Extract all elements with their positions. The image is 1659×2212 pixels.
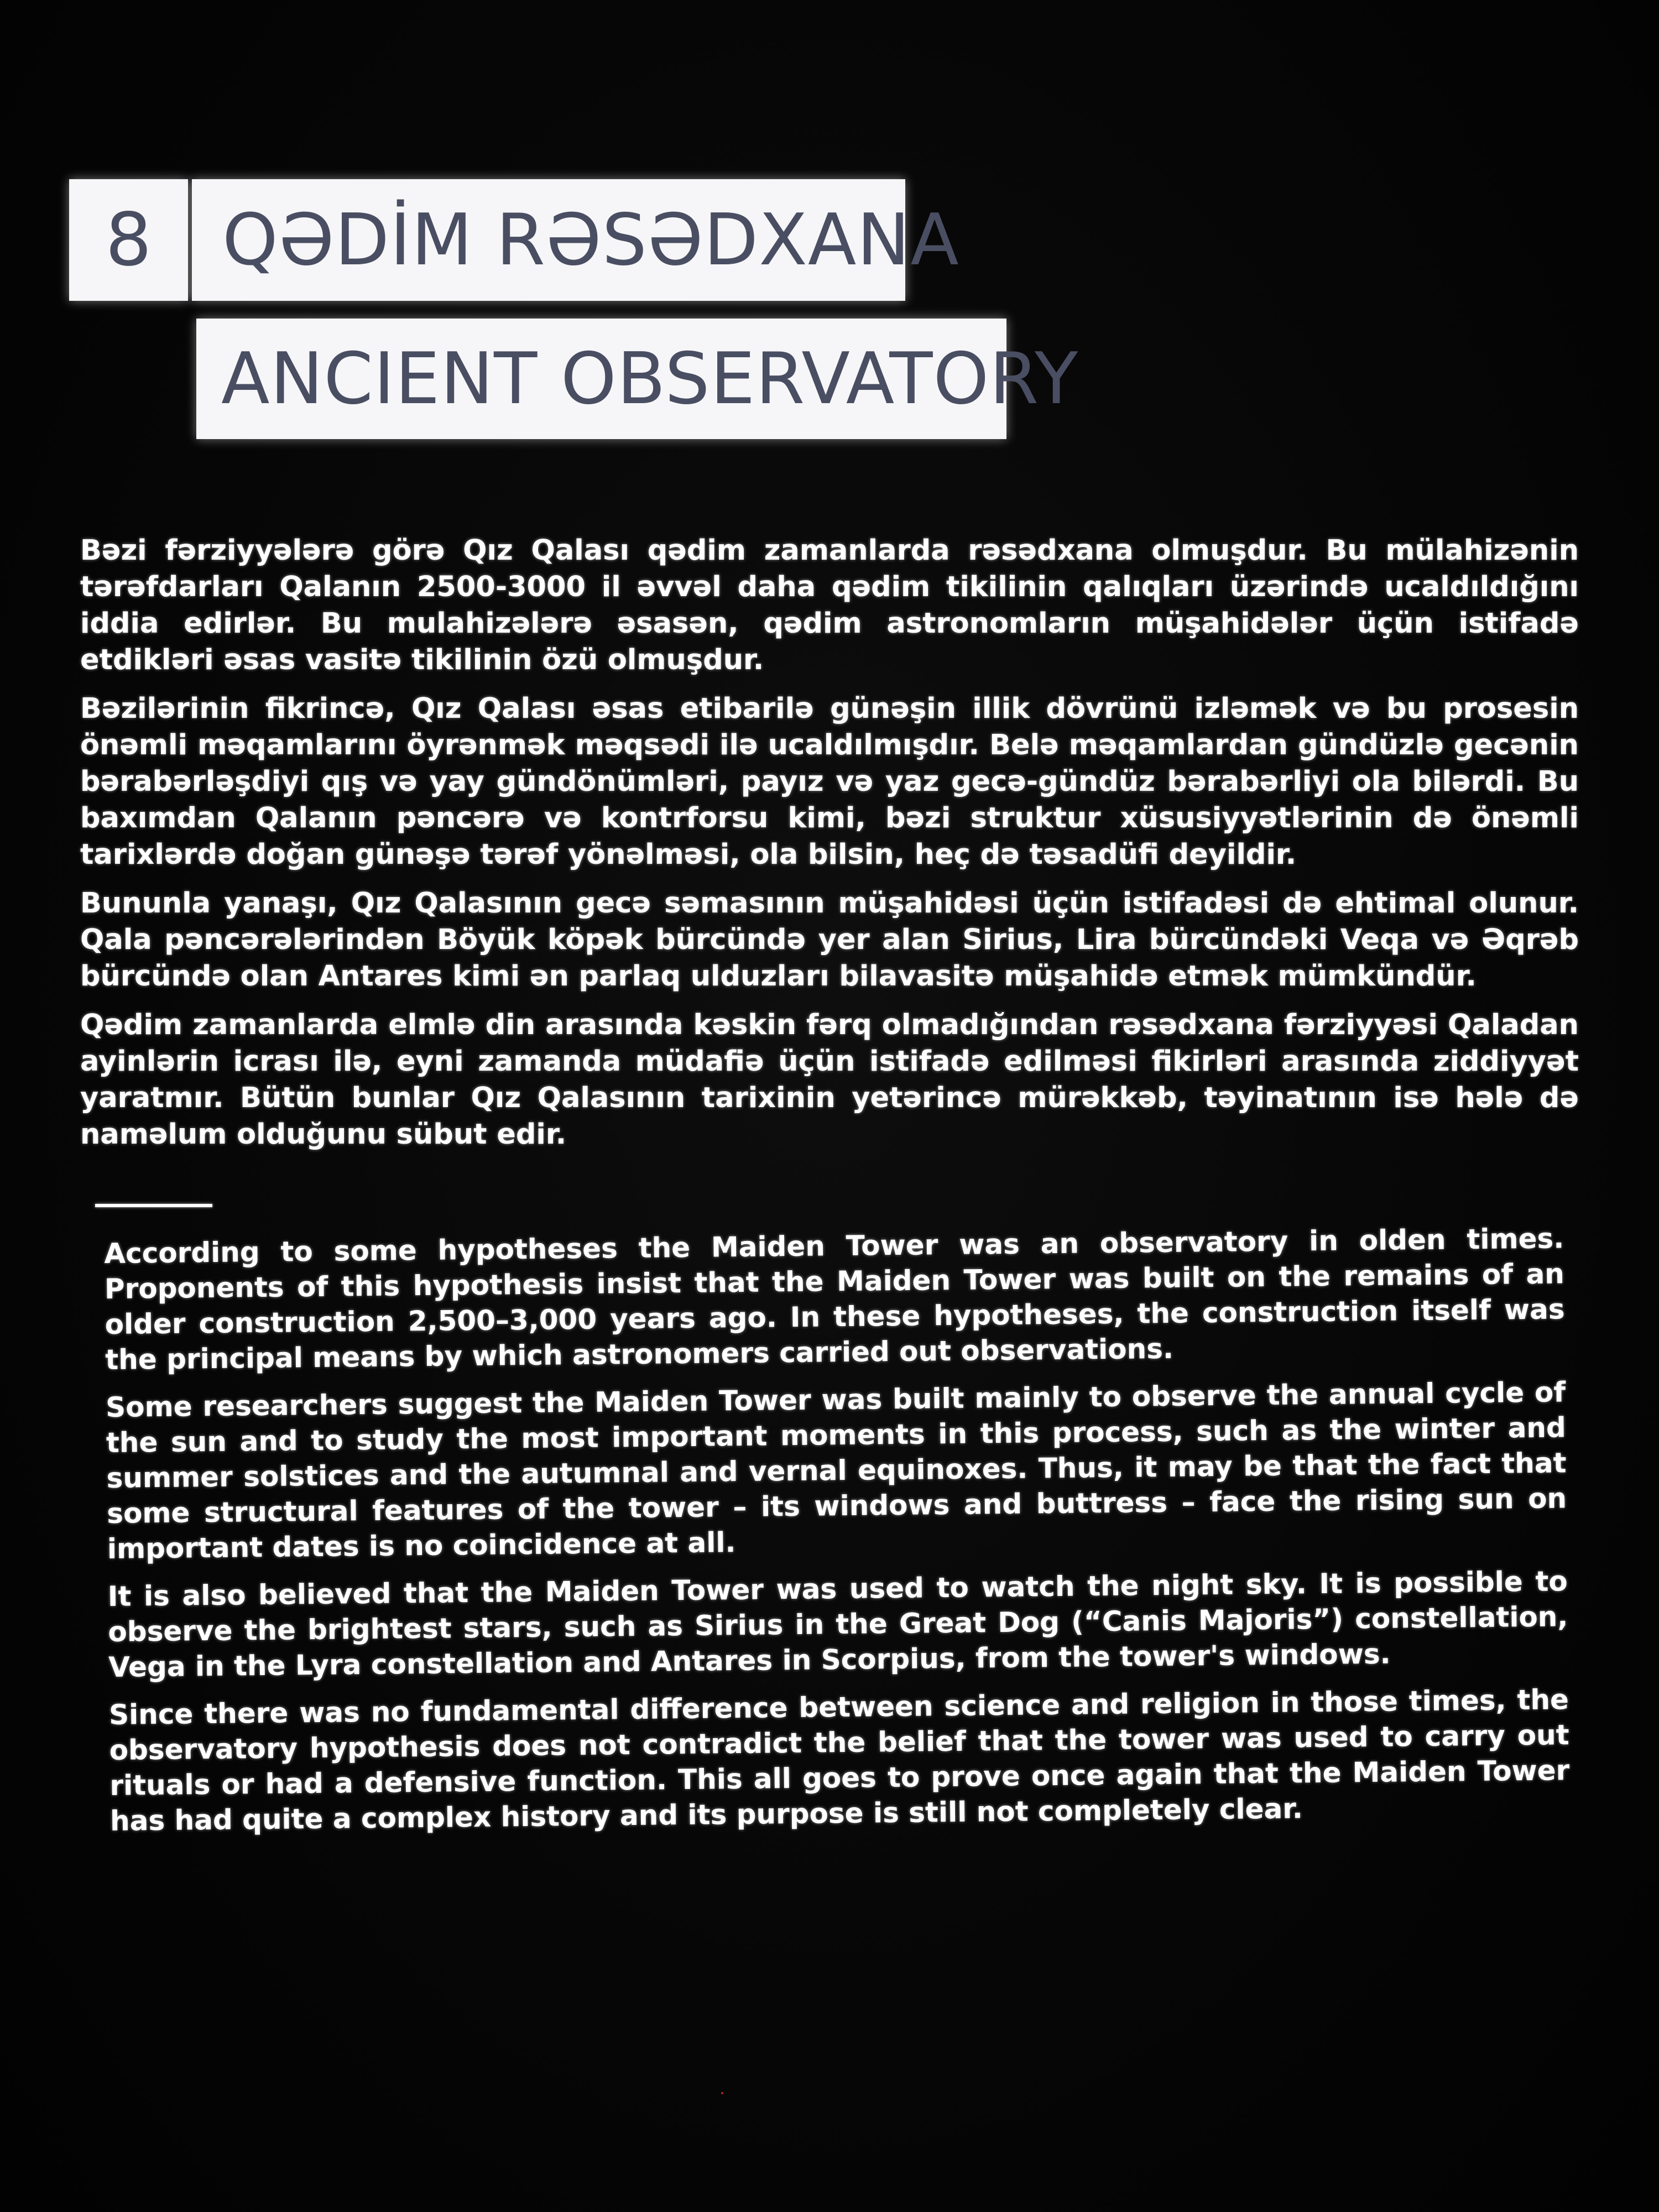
section-divider	[95, 1204, 212, 1207]
en-paragraph-2: Some researchers suggest the Maiden Tower was built mainly to observe the annual cycle of the sun and to study the most important moments in this process, such as the winter and summer solstices and the autumnal and vernal equinoxes. Thus, it may be that the fact that some structural features of the tower – its windows and buttress – face the rising sun on important dates is no coincidence at all.	[105, 1376, 1567, 1565]
english-text	[104, 1220, 1570, 1851]
az-paragraph-3: Bununla yanaşı, Qız Qalasının gecə səmasının müşahidəsi üçün istifadəsi də ehtimal olunur. Qala pəncərələrindən Böyük köpək bürcündə yer alan Sirius, Lira bürcündəki Veqa və Əqrəb bürcündə olan Antares kimi ən parlaq ulduzları bilavasitə müşahidə etmək mümkündür.	[80, 887, 1579, 993]
en-paragraph-3: It is also believed that the Maiden Tower was used to watch the night sky. It is possible to observe the brightest stars, such as Sirius in the Great Dog (“Canis Majoris”) constellation, Vega in the Lyra constellation and Antares in Scorpius, from the tower's windows.	[107, 1565, 1568, 1683]
indicator-light	[721, 2092, 723, 2094]
az-paragraph-4: Qədim zamanlarda elmlə din arasında kəskin fərq olmadığından rəsədxana fərziyyəsi Qaladan ayinlərin icrası ilə, eyni zamanda müdafiə üçün istifadə edilməsi fikirləri arasında ziddiyyət yaratmır. Bütün bunlar Qız Qalasının tarixinin yetərincə mürəkkəb, təyinatının isə hələ də naməlum olduğunu sübut edir.	[80, 1009, 1579, 1151]
title-english-box	[196, 319, 1079, 439]
title-english: ANCIENT OBSERVATORY	[221, 337, 1079, 420]
title-azerbaijani: QƏDİM RƏSƏDXANA	[222, 199, 959, 281]
exhibit-number: 8	[105, 197, 152, 283]
az-paragraph-1: Bəzi fərziyyələrə görə Qız Qalası qədim zamanlarda rəsədxana olmuşdur. Bu mülahizənin tərəfdarları Qalanın 2500-3000 il əvvəl daha qədim tikilinin qalıqları üzərində ucaldıldığını iddia edirlər. Bu mulahizələrə əsasən, qədim astronomların müşahidələr üçün istifadə etdikləri əsas vasitə tikilinin özü olmuşdur.	[80, 534, 1579, 676]
title-azerbaijani-box	[192, 179, 959, 301]
az-paragraph-2: Bəzilərinin fikrincə, Qız Qalası əsas etibarilə günəşin illik dövrünü izləmək və bu prosesin önəmli məqamlarını öyrənmək məqsədi ilə ucaldılmışdır. Belə məqamlardan gündüzlə gecənin bərabərləşdiyi qış və yay gündönümləri, payız və yaz gecə-gündüz bərabərliyi ola bilərdi. Bu baxımdan Qalanın pəncərə və kontrforsu kimi, bəzi struktur xüsusiyyətlərinin də önəmli tarixlərdə doğan günəşə tərəf yönəlməsi, ola bilsin, heç də təsadüfi deyildir.	[80, 692, 1579, 871]
en-paragraph-1: According to some hypotheses the Maiden Tower was an observatory in olden times. Proponents of this hypothesis insist that the Maiden Tower was built on the remains of an older construction 2,500–3,000 years ago. In these hypotheses, the construction itself was the principal means by which astronomers carried out observations.	[104, 1222, 1565, 1376]
azerbaijani-text	[80, 533, 1579, 1165]
exhibit-number-box	[69, 179, 188, 301]
en-paragraph-4: Since there was no fundamental difference between science and religion in those times, the observatory hypothesis does not contradict the belief that the tower was used to carry out rituals or had a defensive function. This all goes to prove once again that the Maiden Tower has had quite a complex history and its purpose is still not completely clear.	[108, 1683, 1570, 1837]
